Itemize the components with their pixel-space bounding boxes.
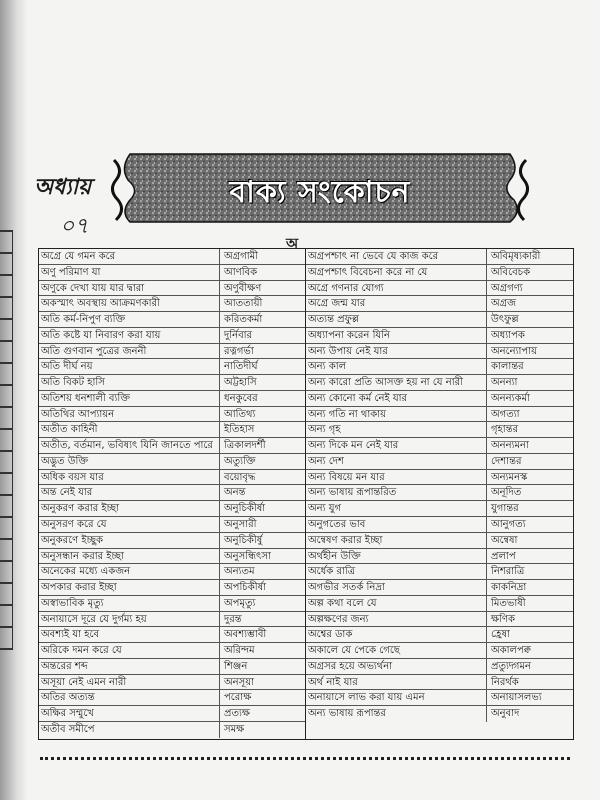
table-row: [306, 690, 573, 706]
table-row: [39, 344, 305, 360]
table-row: [39, 643, 305, 659]
word-cell: অত্যুক্তি: [224, 455, 256, 467]
table-row: [39, 627, 305, 643]
word-cell: অপচিকীর্ষা: [224, 582, 266, 594]
word-cell: অগ্রগণ্য: [491, 282, 523, 294]
phrase-cell: অতির অত্যন্ত: [39, 690, 220, 705]
table-row: [306, 706, 573, 722]
table-row: [306, 422, 573, 438]
table-row: [306, 659, 573, 675]
word-cell: নিরর্থক: [491, 676, 519, 688]
footer-rule: [40, 757, 570, 760]
table-row: [39, 422, 305, 438]
table-row: [39, 407, 305, 423]
table-row: [306, 485, 573, 501]
table-row: [39, 580, 305, 596]
table-row: [39, 470, 305, 486]
word-cell: গৃহান্তর: [491, 424, 519, 436]
word-cell: মিতভাষী: [491, 597, 526, 609]
table-row: [306, 454, 573, 470]
phrase-cell: অণু পরিমাণ যা: [39, 265, 220, 280]
phrase-cell: অগ্রসর হয়ে অভ্যর্থনা: [306, 659, 487, 674]
table-row: [306, 627, 573, 643]
table-row: [306, 675, 573, 691]
phrase-cell: অনুকরণে ইচ্ছুক: [39, 533, 220, 548]
table-row: [39, 517, 305, 533]
phrase-cell: অসূয়া নেই এমন নারী: [39, 675, 220, 690]
table-row: [306, 296, 573, 312]
word-cell: অপমৃত্যু: [224, 597, 256, 609]
word-cell: অনায়াসলভ্য: [491, 692, 542, 704]
word-cell: অণুবীক্ষণ: [224, 282, 262, 294]
word-cell: কালান্তর: [491, 361, 524, 373]
chapter-banner: [110, 140, 530, 235]
phrase-cell: অন্য বিষয়ে মন যার: [306, 470, 487, 485]
table-row: [39, 533, 305, 549]
table-row: [39, 612, 305, 628]
section-letter: অ: [286, 236, 299, 252]
table-row: [306, 265, 573, 281]
word-cell: অকালপক্ব: [491, 645, 531, 657]
word-cell: শিঞ্জন: [224, 660, 248, 672]
table-row: [39, 438, 305, 454]
phrase-cell: অধ্যাপনা করেন যিনি: [306, 328, 487, 343]
word-cell: আতিথ্য: [224, 408, 256, 420]
phrase-cell: অতি দীর্ঘ নয়: [39, 359, 220, 374]
table-row: [306, 549, 573, 565]
table-row: [39, 312, 305, 328]
word-cell: অনুচিকীর্ষা: [224, 503, 266, 515]
phrase-cell: অন্য গতি না থাকায়: [306, 407, 487, 422]
table-row: [306, 612, 573, 628]
table-row: [306, 438, 573, 454]
table-row: [306, 580, 573, 596]
table-row: [39, 391, 305, 407]
table-row: [39, 706, 305, 722]
table-row: [306, 517, 573, 533]
word-cell: অনুবাদ: [491, 708, 520, 720]
table-row: [39, 281, 305, 297]
table-row: [306, 643, 573, 659]
phrase-cell: অন্য দিকে মন নেই যার: [306, 438, 487, 453]
phrase-cell: অগ্রপশ্চাৎ বিবেচনা করে না যে: [306, 265, 487, 280]
word-cell: আনুগত্য: [491, 519, 526, 531]
phrase-cell: অতীত কাহিনী: [39, 422, 220, 437]
phrase-cell: অন্য কোনো কর্ম নেই যার: [306, 391, 487, 406]
table-row: [306, 312, 573, 328]
binding-strip: [0, 230, 13, 650]
chapter-number: ০৭: [60, 214, 89, 239]
table-row: [39, 659, 305, 675]
phrase-cell: অতিথির আপ্যায়ন: [39, 407, 220, 422]
right-column: [306, 248, 574, 740]
table-row: [306, 564, 573, 580]
word-cell: দুরন্ত: [224, 613, 242, 625]
table-row: [306, 407, 573, 423]
table-row: [39, 328, 305, 344]
table-row: [39, 249, 305, 265]
word-cell: অনন্যকর্মা: [491, 392, 530, 404]
word-cell: প্রলাপ: [491, 550, 516, 562]
phrase-cell: অদ্ভুত উক্তি: [39, 454, 220, 469]
word-cell: অনসূয়া: [224, 676, 255, 688]
phrase-cell: অন্বেষণ করার ইচ্ছা: [306, 533, 487, 548]
table-row: [306, 375, 573, 391]
vocabulary-table: [38, 248, 574, 740]
word-cell: নিশরাত্রি: [491, 566, 525, 578]
word-cell: কাকনিদ্রা: [491, 582, 527, 594]
phrase-cell: অন্য ভাষায় রূপান্তর: [306, 706, 487, 722]
phrase-cell: অন্য ভাষায় রূপান্তরিত: [306, 485, 487, 500]
phrase-cell: অগ্রে জন্ম যার: [306, 296, 487, 311]
phrase-cell: অন্ত নেই যার: [39, 485, 220, 500]
table-row: [306, 391, 573, 407]
phrase-cell: অনায়াসে লাভ করা যায় এমন: [306, 690, 487, 705]
table-row: [39, 359, 305, 375]
word-cell: হ্রেষা: [491, 629, 510, 641]
phrase-cell: অগ্রে গণনার যোগ্য: [306, 281, 487, 296]
phrase-cell: অর্থহীন উক্তি: [306, 549, 487, 564]
word-cell: পরোক্ষ: [224, 692, 252, 704]
word-cell: অবশ্যম্ভাবী: [224, 629, 267, 641]
phrase-cell: অশ্বের ডাক: [306, 627, 487, 642]
word-cell: দেশান্তর: [491, 455, 522, 467]
table-row: [39, 296, 305, 312]
phrase-cell: অতীব সমীপে: [39, 722, 220, 738]
phrase-cell: অনুসরণ করে যে: [39, 517, 220, 532]
table-row: [39, 454, 305, 470]
phrase-cell: অল্প কথা বলে যে: [306, 596, 487, 611]
word-cell: প্রত্যুদ্গমন: [491, 660, 531, 672]
phrase-cell: অতি গুণবান পুত্রের জননী: [39, 344, 220, 359]
phrase-cell: অগভীর সতর্ক নিদ্রা: [306, 580, 487, 595]
word-cell: অট্টহাসি: [224, 377, 257, 389]
phrase-cell: অন্য উপায় নেই যার: [306, 344, 487, 359]
chapter-label: অধ্যায়: [34, 174, 92, 200]
table-row: [306, 359, 573, 375]
table-row: [39, 596, 305, 612]
phrase-cell: অকস্মাৎ অবস্থায় আক্রমণকারী: [39, 296, 220, 311]
word-cell: অগ্রজ: [491, 298, 517, 310]
word-cell: যুগান্তর: [491, 503, 519, 515]
word-cell: দুর্নিবার: [224, 329, 253, 341]
word-cell: অনুসারী: [224, 519, 257, 531]
table-row: [39, 485, 305, 501]
word-cell: অবিবেচক: [491, 266, 531, 278]
phrase-cell: অবশ্যই যা হবে: [39, 627, 220, 642]
table-row: [39, 722, 305, 738]
word-cell: অনন্ত: [224, 487, 246, 499]
table-row: [306, 596, 573, 612]
phrase-cell: অন্তরের শব্দ: [39, 659, 220, 674]
word-cell: অগ্রগামী: [224, 251, 259, 262]
table-row: [306, 501, 573, 517]
word-cell: অনন্যোপায়: [491, 345, 537, 357]
phrase-cell: অতি কষ্টে যা নিবারণ করা যায়: [39, 328, 220, 343]
word-cell: অন্বেষা: [491, 534, 518, 546]
word-cell: অন্যমনস্ক: [491, 471, 528, 483]
phrase-cell: অন্য কারো প্রতি আসক্ত হয় না যে নারী: [306, 375, 487, 390]
chapter-heading: [34, 170, 91, 246]
word-cell: অন্যতম: [224, 566, 255, 578]
phrase-cell: অগ্রে যে গমন করে: [39, 249, 220, 264]
word-cell: অনন্যা: [491, 377, 518, 389]
table-row: [39, 501, 305, 517]
phrase-cell: অনায়াসে দূরে যে দুর্গম্য হয়: [39, 612, 220, 627]
table-row: [306, 470, 573, 486]
word-cell: সমক্ষ: [224, 723, 245, 735]
phrase-cell: অনেকের মধ্যে একজন: [39, 564, 220, 579]
phrase-cell: অন্য দেশ: [306, 454, 487, 469]
word-cell: অরিন্দম: [224, 645, 255, 657]
word-cell: অগত্যা: [491, 408, 520, 420]
word-cell: ইতিহাস: [224, 424, 255, 436]
word-cell: অনুচিকীর্ষু: [224, 534, 263, 546]
word-cell: অনূদিত: [491, 487, 522, 499]
word-cell: প্রত্যক্ষ: [224, 708, 250, 720]
phrase-cell: অণুকে দেখা যায় যার দ্বারা: [39, 281, 220, 296]
word-cell: অনন্যমনা: [491, 440, 529, 452]
table-row: [39, 690, 305, 706]
phrase-cell: অরিকে দমন করে যে: [39, 643, 220, 658]
phrase-cell: অগ্রপশ্চাৎ না ভেবে যে কাজ করে: [306, 249, 487, 264]
phrase-cell: অপকার করার ইচ্ছা: [39, 580, 220, 595]
table-row: [306, 328, 573, 344]
phrase-cell: অন্য যুগ: [306, 501, 487, 516]
table-row: [39, 549, 305, 565]
word-cell: আততায়ী: [224, 298, 263, 310]
banner-title: বাক্য সংকোচন: [229, 175, 411, 210]
word-cell: অবিমৃষ্যকারী: [491, 251, 541, 262]
table-row: [39, 375, 305, 391]
table-row: [39, 675, 305, 691]
word-cell: ধনকুবের: [224, 392, 258, 404]
word-cell: নাতিদীর্ঘ: [224, 361, 258, 373]
phrase-cell: অনুকরণ করার ইচ্ছা: [39, 501, 220, 516]
phrase-cell: অক্ষির সম্মুখে: [39, 706, 220, 721]
table-row: [306, 344, 573, 360]
table-row: [39, 265, 305, 281]
phrase-cell: অন্য গৃহ: [306, 422, 487, 437]
word-cell: অধ্যাপক: [491, 329, 525, 341]
word-cell: রত্নগর্ভা: [224, 345, 254, 357]
word-cell: ত্রিকালদর্শী: [224, 440, 266, 452]
phrase-cell: অল্পক্ষণের জন্য: [306, 612, 487, 627]
phrase-cell: অস্বাভাবিক মৃত্যু: [39, 596, 220, 611]
phrase-cell: অতীত, বর্তমান, ভবিষ্যৎ যিনি জানতে পারে: [39, 438, 220, 453]
table-row: [306, 281, 573, 297]
word-cell: অনুসন্ধিৎসা: [224, 550, 271, 562]
word-cell: উৎফুল্ল: [491, 314, 519, 326]
word-cell: আণবিক: [224, 266, 258, 278]
phrase-cell: অর্থ নাই যার: [306, 675, 487, 690]
word-cell: বয়োবৃদ্ধ: [224, 471, 256, 483]
word-cell: ক্ষণিক: [491, 613, 516, 625]
phrase-cell: অর্ধেক রাত্রি: [306, 564, 487, 579]
table-row: [306, 533, 573, 549]
phrase-cell: অনুসন্ধান করার ইচ্ছা: [39, 549, 220, 564]
phrase-cell: অধিক বয়স যার: [39, 470, 220, 485]
left-column: [38, 248, 306, 740]
phrase-cell: অনুগতের ভাব: [306, 517, 487, 532]
phrase-cell: অতিশয় ধনশালী ব্যক্তি: [39, 391, 220, 406]
word-cell: করিতকর্মা: [224, 314, 263, 326]
phrase-cell: অতি কর্ম-নিপুণ ব্যক্তি: [39, 312, 220, 327]
phrase-cell: অতি বিকট হাসি: [39, 375, 220, 390]
phrase-cell: অত্যন্ত প্রফুল্ল: [306, 312, 487, 327]
phrase-cell: অন্য কাল: [306, 359, 487, 374]
phrase-cell: অকালে যে পেকে গেছে: [306, 643, 487, 658]
table-row: [39, 564, 305, 580]
table-row: [306, 249, 573, 265]
